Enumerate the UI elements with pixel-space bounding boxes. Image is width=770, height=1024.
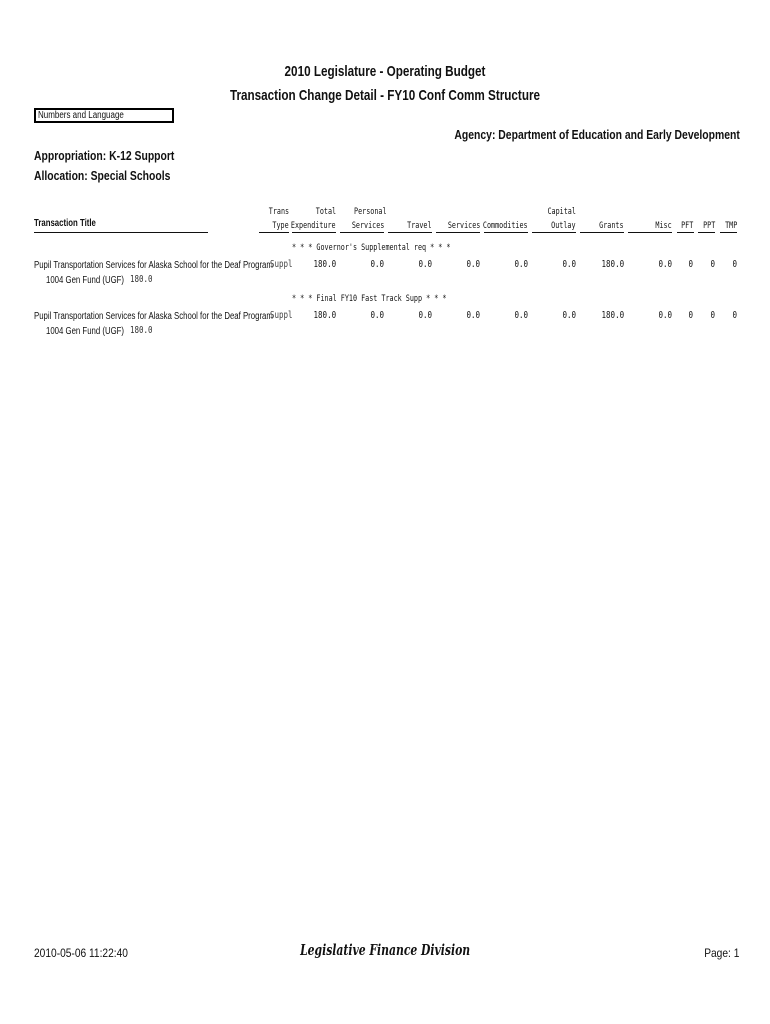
fund-amount: 180.0: [130, 274, 153, 285]
total-expenditure: 180.0: [313, 310, 336, 321]
col-total-line1: Total: [315, 207, 336, 217]
col-capital-line1: Capital: [547, 207, 576, 217]
total-expenditure: 180.0: [313, 259, 336, 270]
numbers-language-box: [34, 108, 174, 123]
footer-timestamp: 2010-05-06 11:22:40: [34, 946, 128, 960]
agency-label: Agency: Department of Education and Early Development: [454, 127, 740, 142]
col-misc: Misc: [655, 221, 672, 231]
tmp-value: 0: [732, 310, 737, 321]
fund-source: 1004 Gen Fund (UGF): [46, 275, 125, 286]
col-capital-line2: Outlay: [551, 221, 576, 231]
commodities-value: 0.0: [514, 310, 528, 321]
transaction-description: Pupil Transportation Services for Alaska School for the Deaf Program: [34, 260, 273, 271]
header-underline: [580, 232, 624, 233]
capital-outlay-value: 0.0: [562, 310, 576, 321]
col-personal-line1: Personal: [354, 207, 387, 217]
fund-amount: 180.0: [130, 325, 153, 336]
report-subtitle: Transaction Change Detail - FY10 Conf Comm Structure: [229, 87, 541, 104]
commodities-value: 0.0: [514, 259, 528, 270]
personal-services: 0.0: [370, 259, 384, 270]
services-value: 0.0: [466, 310, 480, 321]
header-underline: [628, 232, 672, 233]
grants-value: 180.0: [601, 310, 624, 321]
pft-value: 0: [688, 259, 693, 270]
trans-type: Suppl: [270, 259, 293, 270]
box-label: Numbers and Language: [38, 110, 124, 121]
col-services: Services: [447, 221, 480, 231]
appropriation-label: Appropriation: K-12 Support: [34, 148, 175, 163]
fund-source: 1004 Gen Fund (UGF): [46, 326, 125, 337]
col-grants: Grants: [599, 221, 624, 231]
ppt-value: 0: [710, 259, 715, 270]
pft-value: 0: [688, 310, 693, 321]
header-underline: [436, 232, 480, 233]
allocation-label: Allocation: Special Schools: [34, 168, 171, 183]
col-commodities: Commodities: [483, 221, 528, 231]
header-underline: [532, 232, 576, 233]
ppt-value: 0: [710, 310, 715, 321]
header-underline: [388, 232, 432, 233]
col-personal-line2: Services: [351, 221, 384, 231]
section-heading: * * * Final FY10 Fast Track Supp * * *: [292, 294, 447, 304]
grants-value: 180.0: [601, 259, 624, 270]
trans-type: Suppl: [270, 310, 293, 321]
header-underline: [720, 232, 737, 233]
footer-division-label: Legislative Finance Division: [299, 941, 471, 959]
col-transaction-title: Transaction Title: [34, 218, 96, 229]
header-underline: [677, 232, 694, 233]
col-total-line2: Expenditure: [291, 221, 336, 231]
misc-value: 0.0: [658, 310, 672, 321]
col-pft: PFT: [680, 221, 693, 231]
report-title: 2010 Legislature - Operating Budget: [284, 63, 486, 80]
tmp-value: 0: [732, 259, 737, 270]
section-heading: * * * Governor's Supplemental req * * *: [292, 243, 451, 253]
header-underline: [698, 232, 715, 233]
col-trans-line2: Type: [272, 221, 289, 231]
header-underline: [292, 232, 336, 233]
personal-services: 0.0: [370, 310, 384, 321]
travel-value: 0.0: [418, 259, 432, 270]
header-underline: [340, 232, 384, 233]
travel-value: 0.0: [418, 310, 432, 321]
col-tmp: TMP: [724, 221, 737, 231]
col-travel: Travel: [407, 221, 432, 231]
footer-page-number: Page: 1: [703, 946, 739, 960]
capital-outlay-value: 0.0: [562, 259, 576, 270]
header-underline: [34, 232, 208, 233]
header-underline: [259, 232, 289, 233]
col-ppt: PPT: [702, 221, 715, 231]
col-trans-line1: Trans: [268, 207, 289, 217]
header-underline: [484, 232, 528, 233]
misc-value: 0.0: [658, 259, 672, 270]
services-value: 0.0: [466, 259, 480, 270]
footer-division: [0, 941, 770, 959]
transaction-description: Pupil Transportation Services for Alaska School for the Deaf Program: [34, 311, 273, 322]
